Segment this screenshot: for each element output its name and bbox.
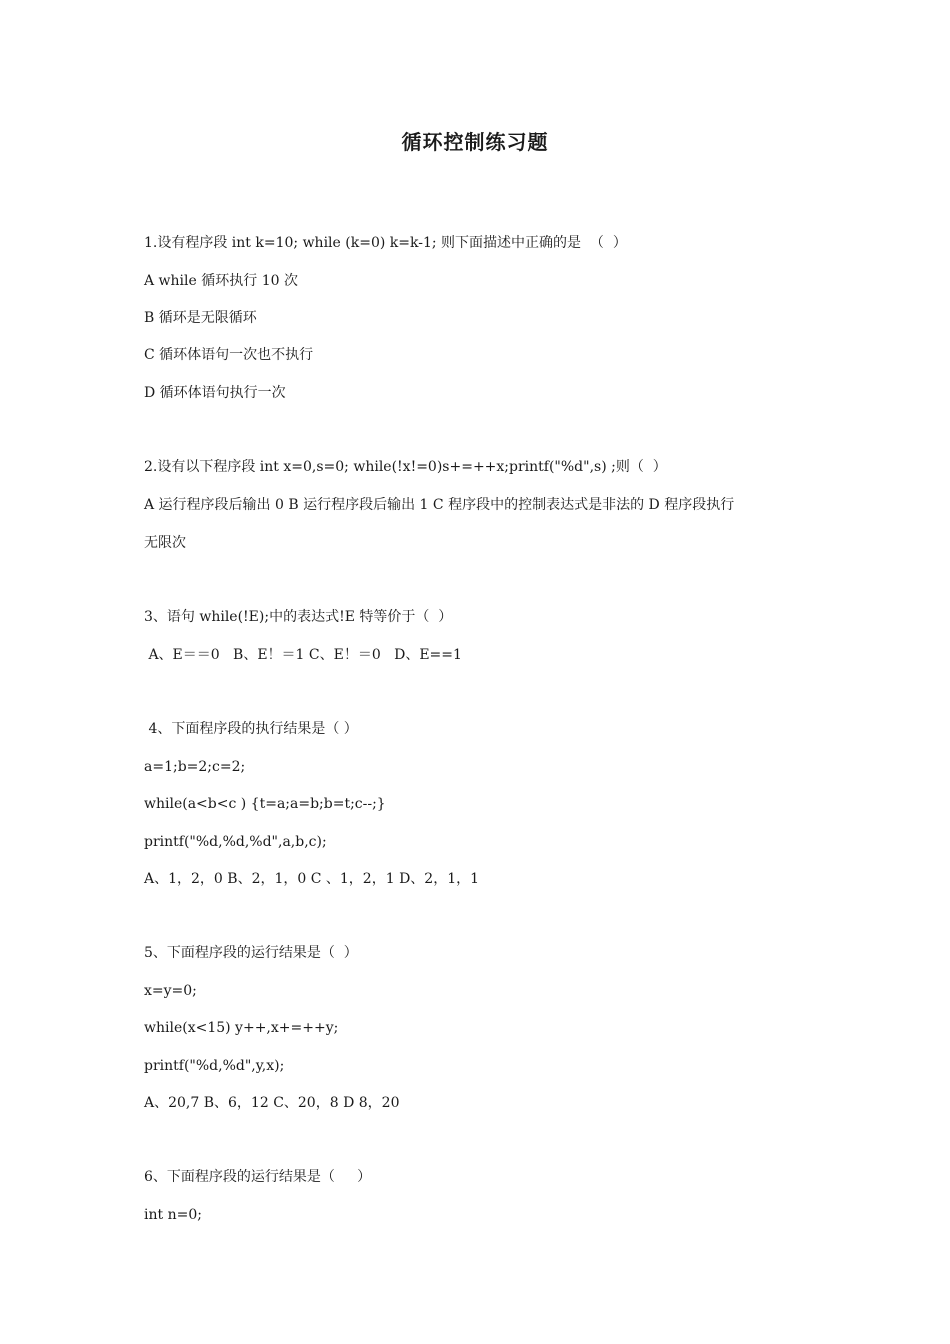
q5-code-line-2: while(x<15) y++,x+=++y;: [144, 1020, 339, 1036]
q5-code-line-3: printf("%d,%d",y,x);: [144, 1058, 285, 1074]
q4-stem: 4、下面程序段的执行结果是（ ）: [144, 721, 358, 737]
q1-stem: 1.设有程序段 int k=10; while (k=0) k=k-1; 则下面描述中正确的是 （ ）: [144, 235, 627, 251]
q4-options: A、1，2，0 B、2，1，0 C 、1，2，1 D、2，1，1: [144, 871, 480, 887]
page-title: 循环控制练习题: [401, 130, 549, 154]
q4-code-line-2: while(a<b<c ) {t=a;a=b;b=t;c--;}: [144, 796, 386, 812]
q4-code-line-1: a=1;b=2;c=2;: [144, 759, 246, 775]
q2-options: A 运行程序段后输出 0 B 运行程序段后输出 1 C 程序段中的控制表达式是非法的 D 程序段执行: [144, 497, 735, 513]
q6-stem: 6、下面程序段的运行结果是（ ）: [144, 1169, 372, 1185]
q5-options: A、20,7 B、6，12 C、20，8 D 8，20: [144, 1095, 400, 1111]
q1-option-a: A while 循环执行 10 次: [144, 273, 298, 289]
q3-stem: 3、语句 while(!E);中的表达式!E 特等价于（ ）: [144, 609, 453, 625]
q1-option-b: B 循环是无限循环: [144, 310, 257, 326]
q1-option-d: D 循环体语句执行一次: [144, 385, 286, 401]
q6-code-line-1: int n=0;: [144, 1207, 202, 1223]
q2-options-continued: 无限次: [144, 535, 186, 551]
q1-option-c: C 循环体语句一次也不执行: [144, 347, 314, 363]
q5-code-line-1: x=y=0;: [144, 983, 197, 999]
q4-code-line-3: printf("%d,%d,%d",a,b,c);: [144, 834, 327, 850]
q2-stem: 2.设有以下程序段 int x=0,s=0; while(!x!=0)s+=++x;printf("%d",s) ;则（ ）: [144, 459, 667, 475]
q3-options: A、E＝＝0 B、E！＝1 C、E！＝0 D、E==1: [144, 647, 462, 663]
q5-stem: 5、下面程序段的运行结果是（ ）: [144, 945, 358, 961]
